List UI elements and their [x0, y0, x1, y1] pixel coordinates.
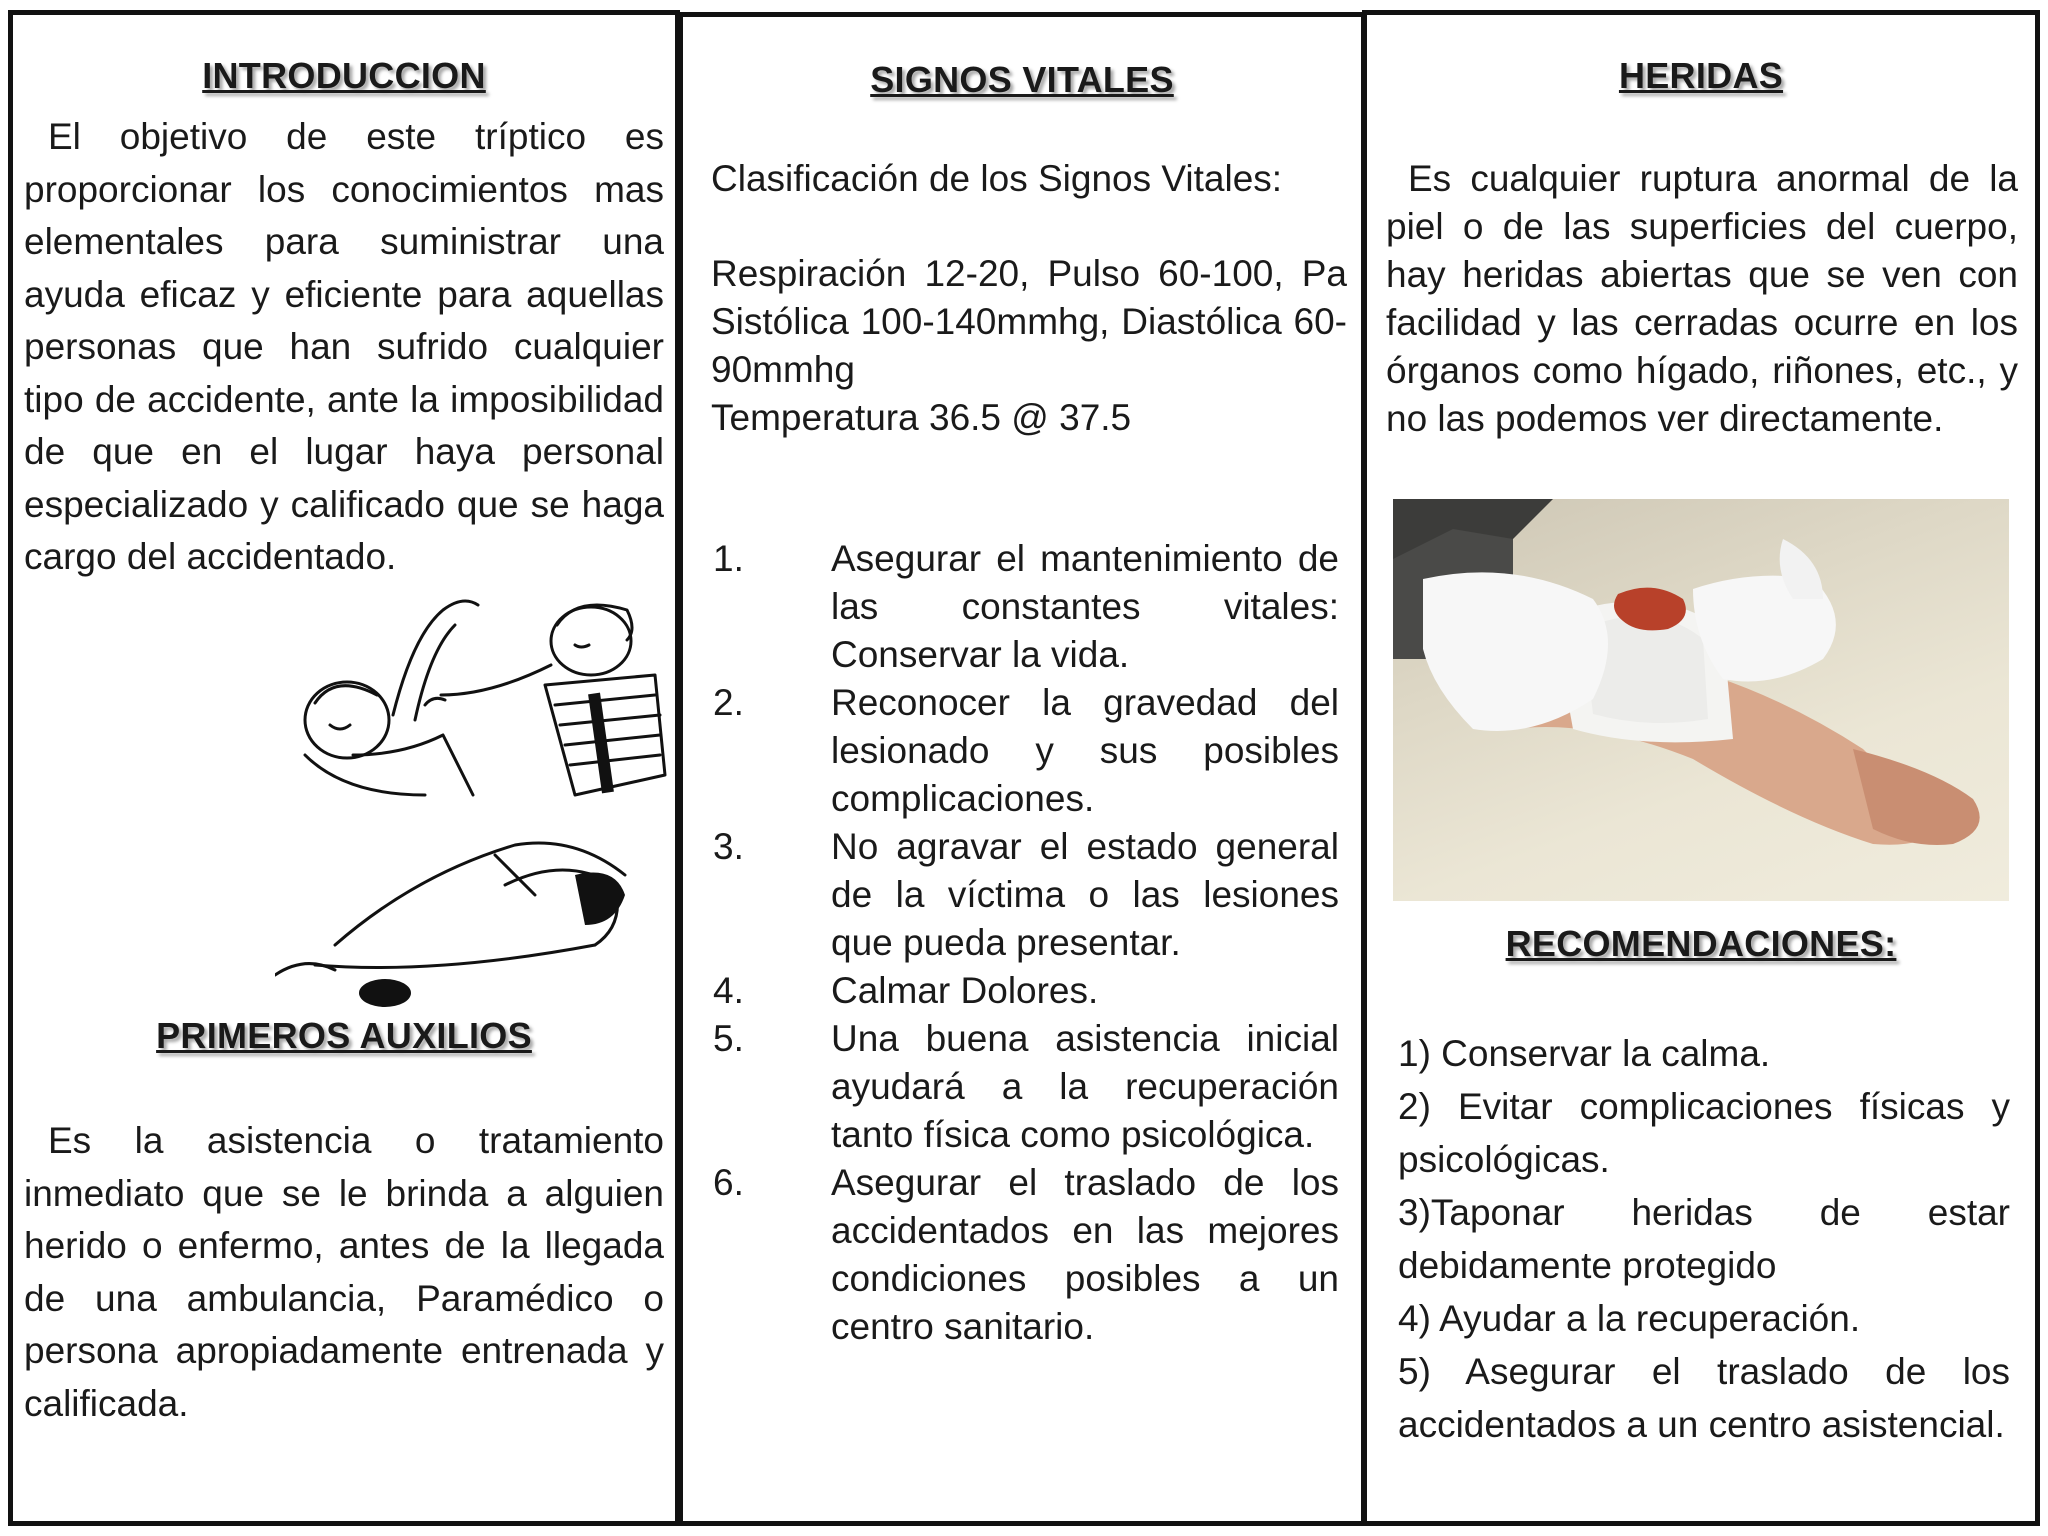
bandage-scene	[1393, 499, 2009, 901]
intro-paragraph: El objetivo de este tríptico es proporcionar los conocimientos mas elementales para suministrar una ayuda eficaz y eficiente para aquellas personas que han sufrido cualquier tipo de accidente, ante la imposibilidad de que en el lugar haya personal especializado y calificado que se haga cargo del accidentado.	[24, 116, 664, 577]
list-item: 2. Reconocer la gravedad del lesionado y sus posibles complicaciones.	[713, 682, 1339, 819]
list-item: 1. Asegurar el mantenimiento de las constantes vitales: Conservar la vida.	[713, 538, 1339, 675]
panel-heridas	[1362, 10, 2040, 1526]
primeros-auxilios-paragraph: Es la asistencia o tratamiento inmediato que se le brinda a alguien herido o enfermo, antes de la llegada de una ambulancia, Paramédico o persona apropiadamente entrenada y calificada.	[24, 1120, 664, 1424]
heridas-heading: HERIDAS	[1618, 55, 1784, 96]
primeros-auxilios-heading: PRIMEROS AUXILIOS	[156, 1015, 532, 1056]
first-aid-illustration	[275, 585, 675, 1025]
list-item: 3)Taponar heridas de estar debidamente protegido	[1398, 1192, 2010, 1286]
list-item: 5. Una buena asistencia inicial ayudará a la recuperación tanto física como psicológica.	[713, 1018, 1339, 1155]
list-item: 5) Asegurar el traslado de los accidentados a un centro asistencial.	[1398, 1351, 2010, 1445]
intro-heading: INTRODUCCION	[202, 55, 486, 96]
signos-vitales-heading: SIGNOS VITALES	[870, 59, 1174, 100]
heridas-paragraph: Es cualquier ruptura anormal de la piel o de las superficies del cuerpo, hay heridas abiertas que se ven con facilidad y las cerradas ocurre en los órganos como hígado, riñones, etc., y no las podemos ver directamente.	[1386, 158, 2018, 439]
list-item: 1) Conservar la calma.	[1398, 1033, 1771, 1074]
vital-values: Respiración 12-20, Pulso 60-100, Pa Sistólica 100-140mmhg, Diastólica 60-90mmhg	[711, 253, 1347, 390]
list-item: 6. Asegurar el traslado de los accidentados en las mejores condiciones posibles a un centro sanitario.	[713, 1162, 1339, 1347]
list-item: 4. Calmar Dolores.	[713, 970, 1099, 1011]
objectives-list	[713, 535, 1339, 1351]
list-item: 3. No agravar el estado general de la víctima o las lesiones que pueda presentar.	[713, 826, 1339, 963]
recommendations-list	[1398, 1027, 2010, 1451]
panel-introduccion	[8, 10, 680, 1526]
recomendaciones-heading: RECOMENDACIONES:	[1505, 923, 1897, 964]
classification-label: Clasificación de los Signos Vitales:	[711, 158, 1283, 199]
wrist-bandage-photo	[1393, 499, 2009, 901]
panel-signos-vitales	[678, 12, 1366, 1526]
list-item: 4) Ayudar a la recuperación.	[1398, 1298, 1861, 1339]
list-item: 2) Evitar complicaciones físicas y psicológicas.	[1398, 1086, 2010, 1180]
temperature-line: Temperatura 36.5 @ 37.5	[711, 397, 1132, 438]
